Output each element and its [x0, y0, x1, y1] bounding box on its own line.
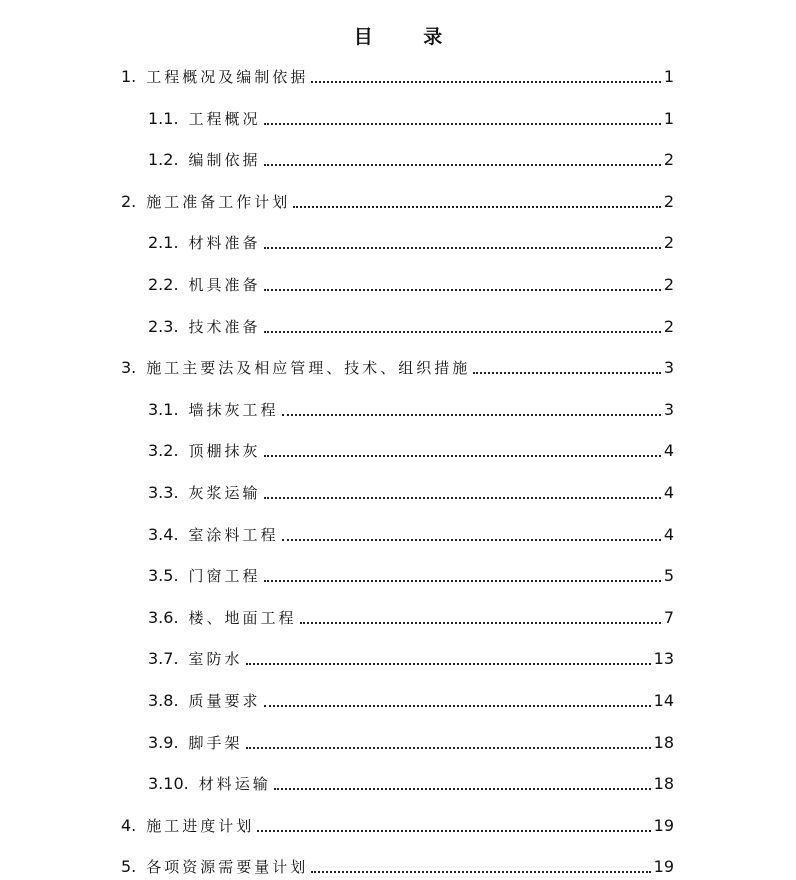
toc-entry-text: 工程概况	[188, 109, 261, 128]
toc-entry-number: 1.2.	[148, 150, 179, 170]
toc-entry-text: 顶棚抹灰	[188, 442, 261, 461]
toc-entry-page: 18	[653, 732, 674, 752]
toc-leader-dots	[257, 830, 650, 832]
toc-entry-text: 机具准备	[188, 276, 261, 294]
toc-entry-page: 4	[663, 441, 674, 461]
toc-entry-page: 2	[663, 316, 674, 336]
toc-leader-dots	[264, 705, 651, 707]
toc-leader-dots	[300, 622, 661, 624]
toc-entry[interactable]	[148, 439, 674, 463]
toc-entry-page: 1	[663, 108, 674, 128]
toc-leader-dots	[311, 81, 661, 83]
toc-entry-number: 3.4.	[148, 524, 179, 544]
toc-entry[interactable]	[148, 481, 674, 505]
toc-leader-dots	[264, 289, 661, 291]
toc-entry-text: 室涂料工程	[188, 525, 279, 544]
toc-entry[interactable]	[148, 107, 674, 131]
toc-entry-number: 3.7.	[148, 649, 179, 669]
toc-entry-number: 2.	[121, 191, 137, 211]
toc-entry-page: 2	[663, 275, 674, 294]
toc-entry[interactable]	[148, 689, 674, 713]
toc-entry-page: 14	[653, 691, 674, 710]
toc-entry-page: 2	[663, 150, 674, 170]
toc-entry[interactable]	[148, 315, 674, 339]
toc-entry-text: 工程概况及编制依据	[146, 68, 309, 86]
toc-entry-text: 编制依据	[188, 151, 261, 170]
toc-entry-page: 4	[663, 483, 674, 502]
toc-entry-page: 2	[663, 233, 674, 253]
toc-leader-dots	[274, 788, 651, 790]
toc-leader-dots	[282, 539, 661, 541]
toc-entry[interactable]	[121, 65, 674, 89]
toc-entry[interactable]	[148, 148, 674, 172]
toc-entry-text: 材料运输	[198, 775, 271, 794]
toc-leader-dots	[282, 414, 661, 416]
toc-entry-number: 3.8.	[148, 691, 179, 710]
toc-entry-text: 质量要求	[188, 692, 261, 710]
toc-entry-page: 7	[663, 607, 674, 627]
toc-entry-text: 技术准备	[188, 317, 261, 336]
toc-leader-dots	[264, 164, 661, 166]
toc-entry-text: 门窗工程	[188, 567, 261, 586]
toc-entry-text: 脚手架	[188, 733, 243, 752]
toc-entry[interactable]	[148, 606, 674, 630]
toc-entry-page: 2	[663, 191, 674, 211]
toc-entry-number: 3.5.	[148, 566, 179, 586]
toc-entry-page: 3	[663, 358, 674, 378]
toc-entry-text: 墙抹灰工程	[188, 400, 279, 419]
toc-leader-dots	[264, 123, 661, 125]
toc-leader-dots	[264, 247, 661, 249]
toc-entry-number: 1.	[121, 67, 137, 86]
toc-entry[interactable]	[148, 273, 674, 297]
toc-entry-page: 13	[653, 649, 674, 669]
toc-entry[interactable]	[121, 855, 674, 879]
toc-leader-dots	[246, 747, 651, 749]
toc-entry[interactable]	[148, 731, 674, 755]
toc-entry-text: 各项资源需要量计划	[146, 858, 309, 877]
toc-entry[interactable]	[148, 772, 674, 796]
toc-entry-number: 3.6.	[148, 607, 179, 627]
toc-entry-number: 2.3.	[148, 316, 179, 336]
toc-entry[interactable]	[148, 231, 674, 255]
toc-leader-dots	[264, 455, 661, 457]
toc-entry[interactable]	[121, 190, 674, 214]
toc-entry-text: 室防水	[188, 650, 243, 669]
toc-entry-page: 4	[663, 524, 674, 544]
toc-entry-text: 灰浆运输	[188, 484, 261, 502]
toc-leader-dots	[264, 580, 661, 582]
toc-leader-dots	[293, 206, 661, 208]
toc-entry[interactable]	[148, 398, 674, 422]
toc-leader-dots	[311, 871, 650, 873]
toc-entry-number: 3.9.	[148, 732, 179, 752]
toc-entry-number: 5.	[121, 857, 137, 877]
toc-leader-dots	[473, 372, 661, 374]
toc-entry-page: 19	[653, 857, 674, 877]
toc-entry-text: 楼、地面工程	[188, 608, 297, 627]
toc-entry[interactable]	[121, 356, 674, 380]
toc-entry-number: 3.	[121, 358, 137, 378]
toc-leader-dots	[264, 497, 661, 499]
toc-title: 目 录	[353, 26, 465, 48]
toc-entry-number: 2.2.	[148, 275, 179, 294]
toc-entry-page: 18	[653, 774, 674, 794]
toc-entry[interactable]	[121, 814, 674, 838]
toc-entry-page: 3	[663, 399, 674, 419]
toc-entry-number: 1.1.	[148, 108, 179, 128]
toc-leader-dots	[264, 331, 661, 333]
toc-entry[interactable]	[148, 523, 674, 547]
toc-entry-text: 施工主要法及相应管理、技术、组织措施	[146, 359, 471, 378]
toc-entry-number: 2.1.	[148, 233, 179, 253]
toc-entry-text: 施工准备工作计划	[146, 192, 291, 211]
toc-entry-number: 4.	[121, 815, 137, 835]
toc-entry-page: 5	[663, 566, 674, 586]
toc-entry-text: 施工进度计划	[146, 816, 255, 835]
toc-leader-dots	[246, 663, 651, 665]
toc-entry-number: 3.2.	[148, 441, 179, 461]
toc-entry-page: 19	[653, 815, 674, 835]
toc-entry-number: 3.3.	[148, 483, 179, 502]
toc-entry[interactable]	[148, 564, 674, 588]
toc-entry-text: 材料准备	[188, 234, 261, 253]
toc-entry-number: 3.10.	[148, 774, 189, 794]
toc-entry-page: 1	[663, 67, 674, 86]
toc-entry[interactable]	[148, 647, 674, 671]
toc-entry-number: 3.1.	[148, 399, 179, 419]
